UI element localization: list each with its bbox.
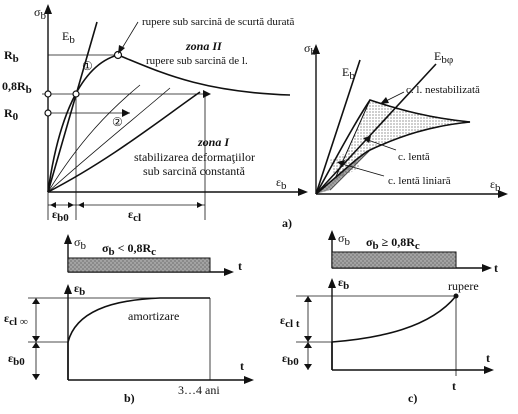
panel-b-t-arrow [244, 376, 254, 384]
panel-b-eps-arrow [64, 284, 72, 294]
eb-tangent-line [48, 22, 97, 192]
panel-c-eps-arrow [328, 278, 336, 288]
lenta-label: c. lentă [398, 151, 430, 163]
panel-a-label: a) [282, 216, 292, 230]
rupture-point [454, 294, 459, 299]
panel-b-sigma-arrow [64, 234, 72, 244]
zona1-title: zona I [198, 135, 230, 149]
panel-c-dim-a3 [304, 342, 312, 348]
panel-c-label: c) [408, 391, 418, 405]
curve-1-label: ① [82, 59, 93, 73]
intermediate-curve-1 [48, 85, 140, 192]
peak-marker [115, 52, 122, 59]
r08-marker [73, 91, 79, 97]
panel-c-eps0-label: εb0 [282, 351, 299, 368]
short-load-label: rupere sub sarcină de scurtă durată [142, 16, 295, 28]
panel-c-t3-label: t [452, 379, 456, 393]
panel-b-dim-a1 [32, 298, 40, 304]
curve-2-label: ② [112, 115, 123, 129]
panel-c-load-bar [332, 252, 456, 268]
panel-b-t2-label: t [240, 359, 244, 373]
short-load-leader-head [118, 45, 125, 54]
panel-c-condition: σb ≥ 0,8Rc [366, 235, 420, 252]
zona2-title: zona II [186, 39, 222, 53]
panel-a-eb-label: Eb [62, 29, 75, 46]
dim-arrow-4 [197, 202, 203, 208]
panel-b-amortizare: amortizare [128, 309, 180, 323]
panel-a2-ebp-label: Ebφ [434, 49, 454, 66]
r0-arrow [122, 109, 130, 117]
panel-c-rupere-label: rupere [448, 279, 479, 293]
panel-c-t2-label: t [486, 351, 490, 365]
panel-b-creep-damped [4, 234, 254, 405]
panel-b-time-label: 3…4 ani [178, 383, 220, 397]
zona1-text2: sub sarcină constantă [143, 164, 245, 178]
panel-a2-eps-label: εb [490, 177, 501, 194]
dim-arrow-2 [68, 202, 74, 208]
panel-b-eps0-label: εb0 [8, 351, 25, 368]
panel-c-sigma-label: σb [338, 231, 350, 248]
nestab-label: c. l. nestabilizată [406, 84, 480, 96]
rb-label: Rb [4, 48, 19, 65]
r08-arrow [203, 90, 211, 98]
panel-a-sigma-label: σb [34, 5, 46, 22]
panel-a2-eb-label: Eb [342, 65, 355, 82]
r0-label: R0 [4, 106, 19, 123]
r08-axis-marker [45, 91, 51, 97]
panel-b-dim-a2 [32, 336, 40, 342]
panel-c-creep-curve [332, 296, 456, 342]
panel-c-t1-label: t [494, 261, 498, 275]
zona2-text: rupere sub sarcină de l. [146, 55, 248, 67]
panel-b-label: b) [124, 391, 135, 405]
panel-c-dim-a2 [304, 336, 312, 342]
eps-cl-label: εcl [128, 207, 142, 224]
panel-b-t-arrow-top [224, 268, 234, 276]
panel-b-dim-a4 [32, 374, 40, 380]
r0-axis-marker [45, 110, 51, 116]
panel-c-t-arrow-top [482, 264, 492, 272]
panel-c-sigma-arrow [328, 230, 336, 240]
curve-1-short-term [48, 55, 118, 192]
lenta-liniara-label: c. lentă liniară [388, 175, 451, 187]
panel-c-dim-a1 [304, 296, 312, 302]
panel-b-load-bar [68, 258, 210, 272]
panel-c-creep-rupture [280, 230, 498, 405]
short-load-leader [121, 22, 138, 50]
panel-a-eps-label: εb [276, 175, 287, 192]
panel-b-dim-a3 [32, 342, 40, 348]
panel-c-dim-a4 [304, 364, 312, 370]
panel-b-t1-label: t [238, 259, 242, 273]
panel-a-x-arrow [298, 188, 308, 196]
panel-a-stress-strain [2, 4, 308, 230]
eps-b0-label: εb0 [52, 207, 69, 224]
panel-a-creep-types [304, 41, 508, 198]
panel-c-t-arrow [484, 366, 494, 374]
dim-arrow-3 [78, 202, 84, 208]
panel-c-epsclt-label: εcl t [280, 313, 300, 330]
panel-b-condition: σb < 0,8Rc [102, 241, 157, 258]
panel-b-sigma-label: σb [74, 235, 86, 252]
panel-b-epscl-label: εcl ∞ [4, 311, 28, 328]
panel-b-eps-label: εb [74, 281, 86, 298]
r08-label: 0,8Rb [2, 79, 32, 96]
nestab-leader-head [380, 97, 389, 104]
zona1-text1: stabilizarea deformaţiilor [134, 150, 255, 164]
panel-c-eps-label: εb [338, 275, 350, 292]
panel-a2-sigma-label: σb [304, 41, 316, 58]
